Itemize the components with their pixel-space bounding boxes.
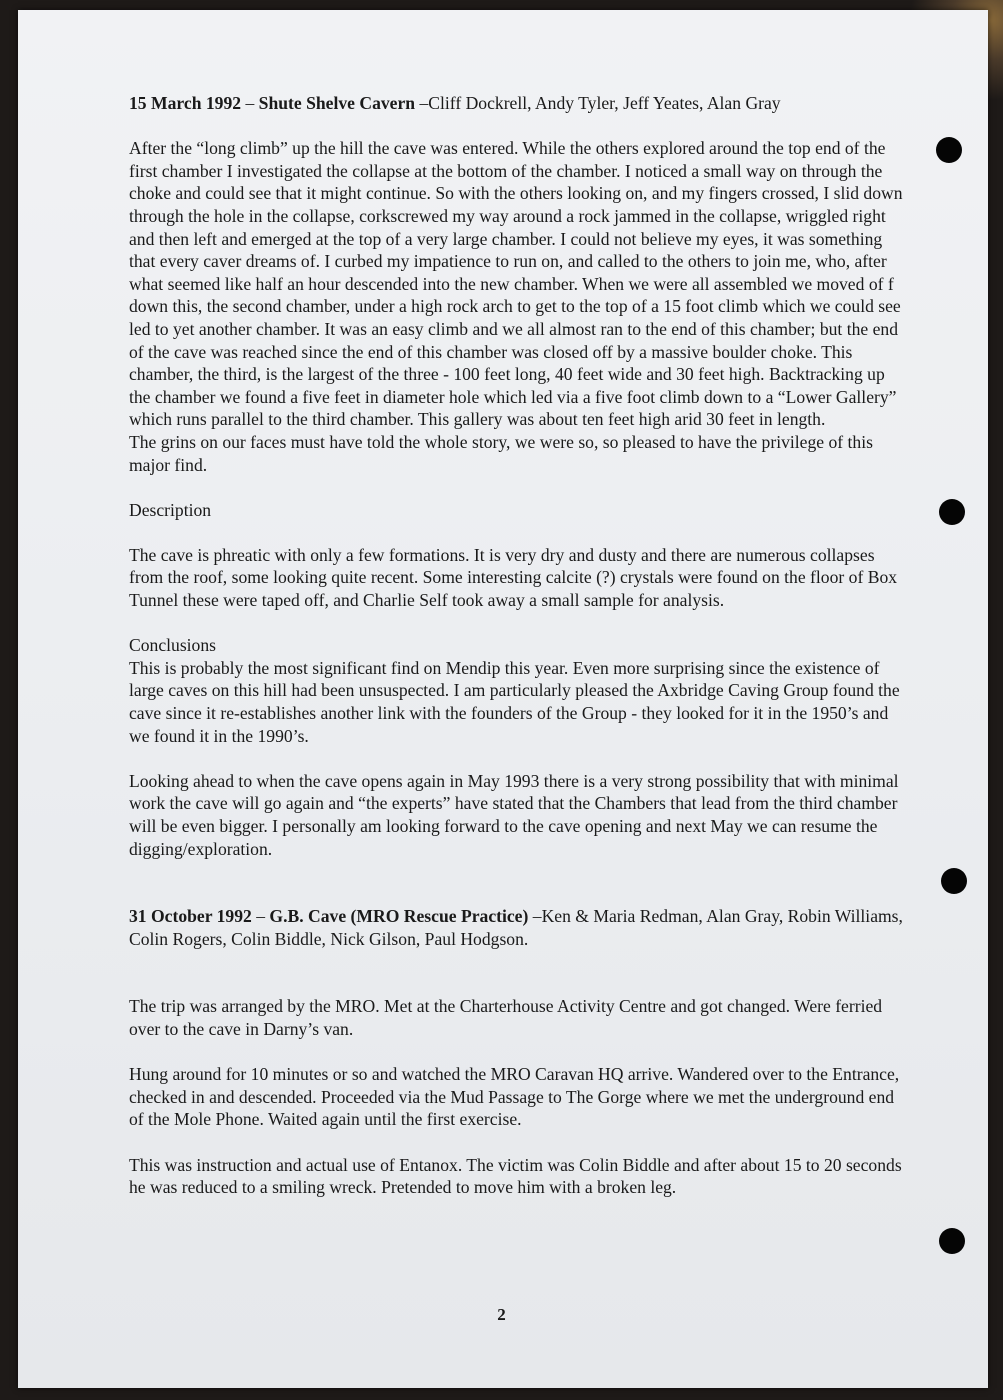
trip-title: Shute Shelve Cavern [258,93,416,113]
paragraph: Looking ahead to when the cave opens again in May 1993 there is a very strong possibility that with minimal work the cave will go again and “the experts” have stated that the Chambers that lead from the third chamber will be even bigger. I personally am looking forward to the cave opening and next May we can resume the digging/exploration. [129,770,899,859]
paragraph: The grins on our faces must have told the whole story, we were so, so pleased to have the privilege of this major find. [129,431,873,475]
trip-participants: Ken & Maria Redman, Alan Gray, Robin Williams, Colin Rogers, Colin Biddle, Nick Gilson, Paul Hodgson. [129,906,903,949]
paragraph: This is probably the most significant find on Mendip this year. Even more surprising since the existence of large caves on this hill had been unsuspected. I am particularly pleased the Axbridge Caving Group found the cave since it re-establishes another link with the founders of the Group - they looked for it in the 1950’s and we found it in the 1990’s. [129,657,900,746]
trip-title: G.B. Cave (MRO Rescue Practice) [269,906,529,927]
page-number: 2 [497,1305,506,1324]
trip-heading [129,92,909,115]
section-heading: Description [129,499,212,520]
document-page [18,10,988,1388]
paragraph: Hung around for 10 minutes or so and watched the MRO Caravan HQ arrive. Wandered over to the Entrance, checked in and descended. Proceeded via the Mud Passage to The Gorge where we met the underground end of the Mole Phone. Waited again until the first exercise. [129,1064,900,1130]
trip-date: 15 March 1992 [129,93,242,113]
punch-hole [939,499,965,525]
heading-dash: – [241,93,259,113]
trip-participants: Cliff Dockrell, Andy Tyler, Jeff Yeates, Alan Gray [428,93,781,113]
paragraph: The trip was arranged by the MRO. Met at the Charterhouse Activity Centre and got changed. Were ferried over to the cave in Darny’s van. [129,996,883,1039]
trip-heading [129,905,909,950]
heading-separator: – [415,93,429,113]
section-heading: Conclusions [129,635,216,656]
punch-hole [941,868,967,894]
trip-date: 31 October 1992 [129,906,252,927]
paragraph: This was instruction and actual use of Entanox. The victim was Colin Biddle and after about 15 to 20 seconds he was reduced to a smiling wreck. Pretended to move him with a broken leg. [129,1154,902,1198]
paragraph: After the “long climb” up the hill the cave was entered. While the others explored around the top end of the first chamber I investigated the collapse at the bottom of the chamber. I noticed a small way on through the choke and could see that it might continue. So with the others looking on, and my fingers crossed, I slid down through the hole in the collapse, corkscrewed my way around a rock jammed in the collapse, wriggled right and then left and emerged at the top of a very large chamber. I could not believe my eyes, it was something that every caver dreams of. I curbed my impatience to run on, and called to the others to join me, who, after what seemed like half an hour descended into the new chamber. When we were all assembled we moved of f down this, the second chamber, under a high rock arch to get to the top of a 15 foot climb which we could see led to yet another chamber. It was an easy climb and we all almost ran to the end of this chamber; but the end of the cave was reached since the end of this chamber was closed off by a massive boulder choke. This chamber, the third, is the largest of the three - 100 feet long, 40 feet wide and 30 feet high. Backtracking up the chamber we found a five feet in diameter hole which led via a five foot climb down to a “Lower Gallery” which runs parallel to the third chamber. This gallery was about ten feet high arid 30 feet in length. [129,138,903,430]
document-body [129,92,909,1199]
punch-hole [936,137,962,163]
paragraph: The cave is phreatic with only a few formations. It is very dry and dusty and there are numerous collapses from the roof, some looking quite recent. Some interesting calcite (?) crystals were found on the floor of Box Tunnel these were taped off, and Charlie Self took away a small sample for analysis. [129,544,898,611]
heading-dash: – [251,906,270,927]
punch-hole [939,1228,965,1254]
heading-separator: – [528,906,542,927]
